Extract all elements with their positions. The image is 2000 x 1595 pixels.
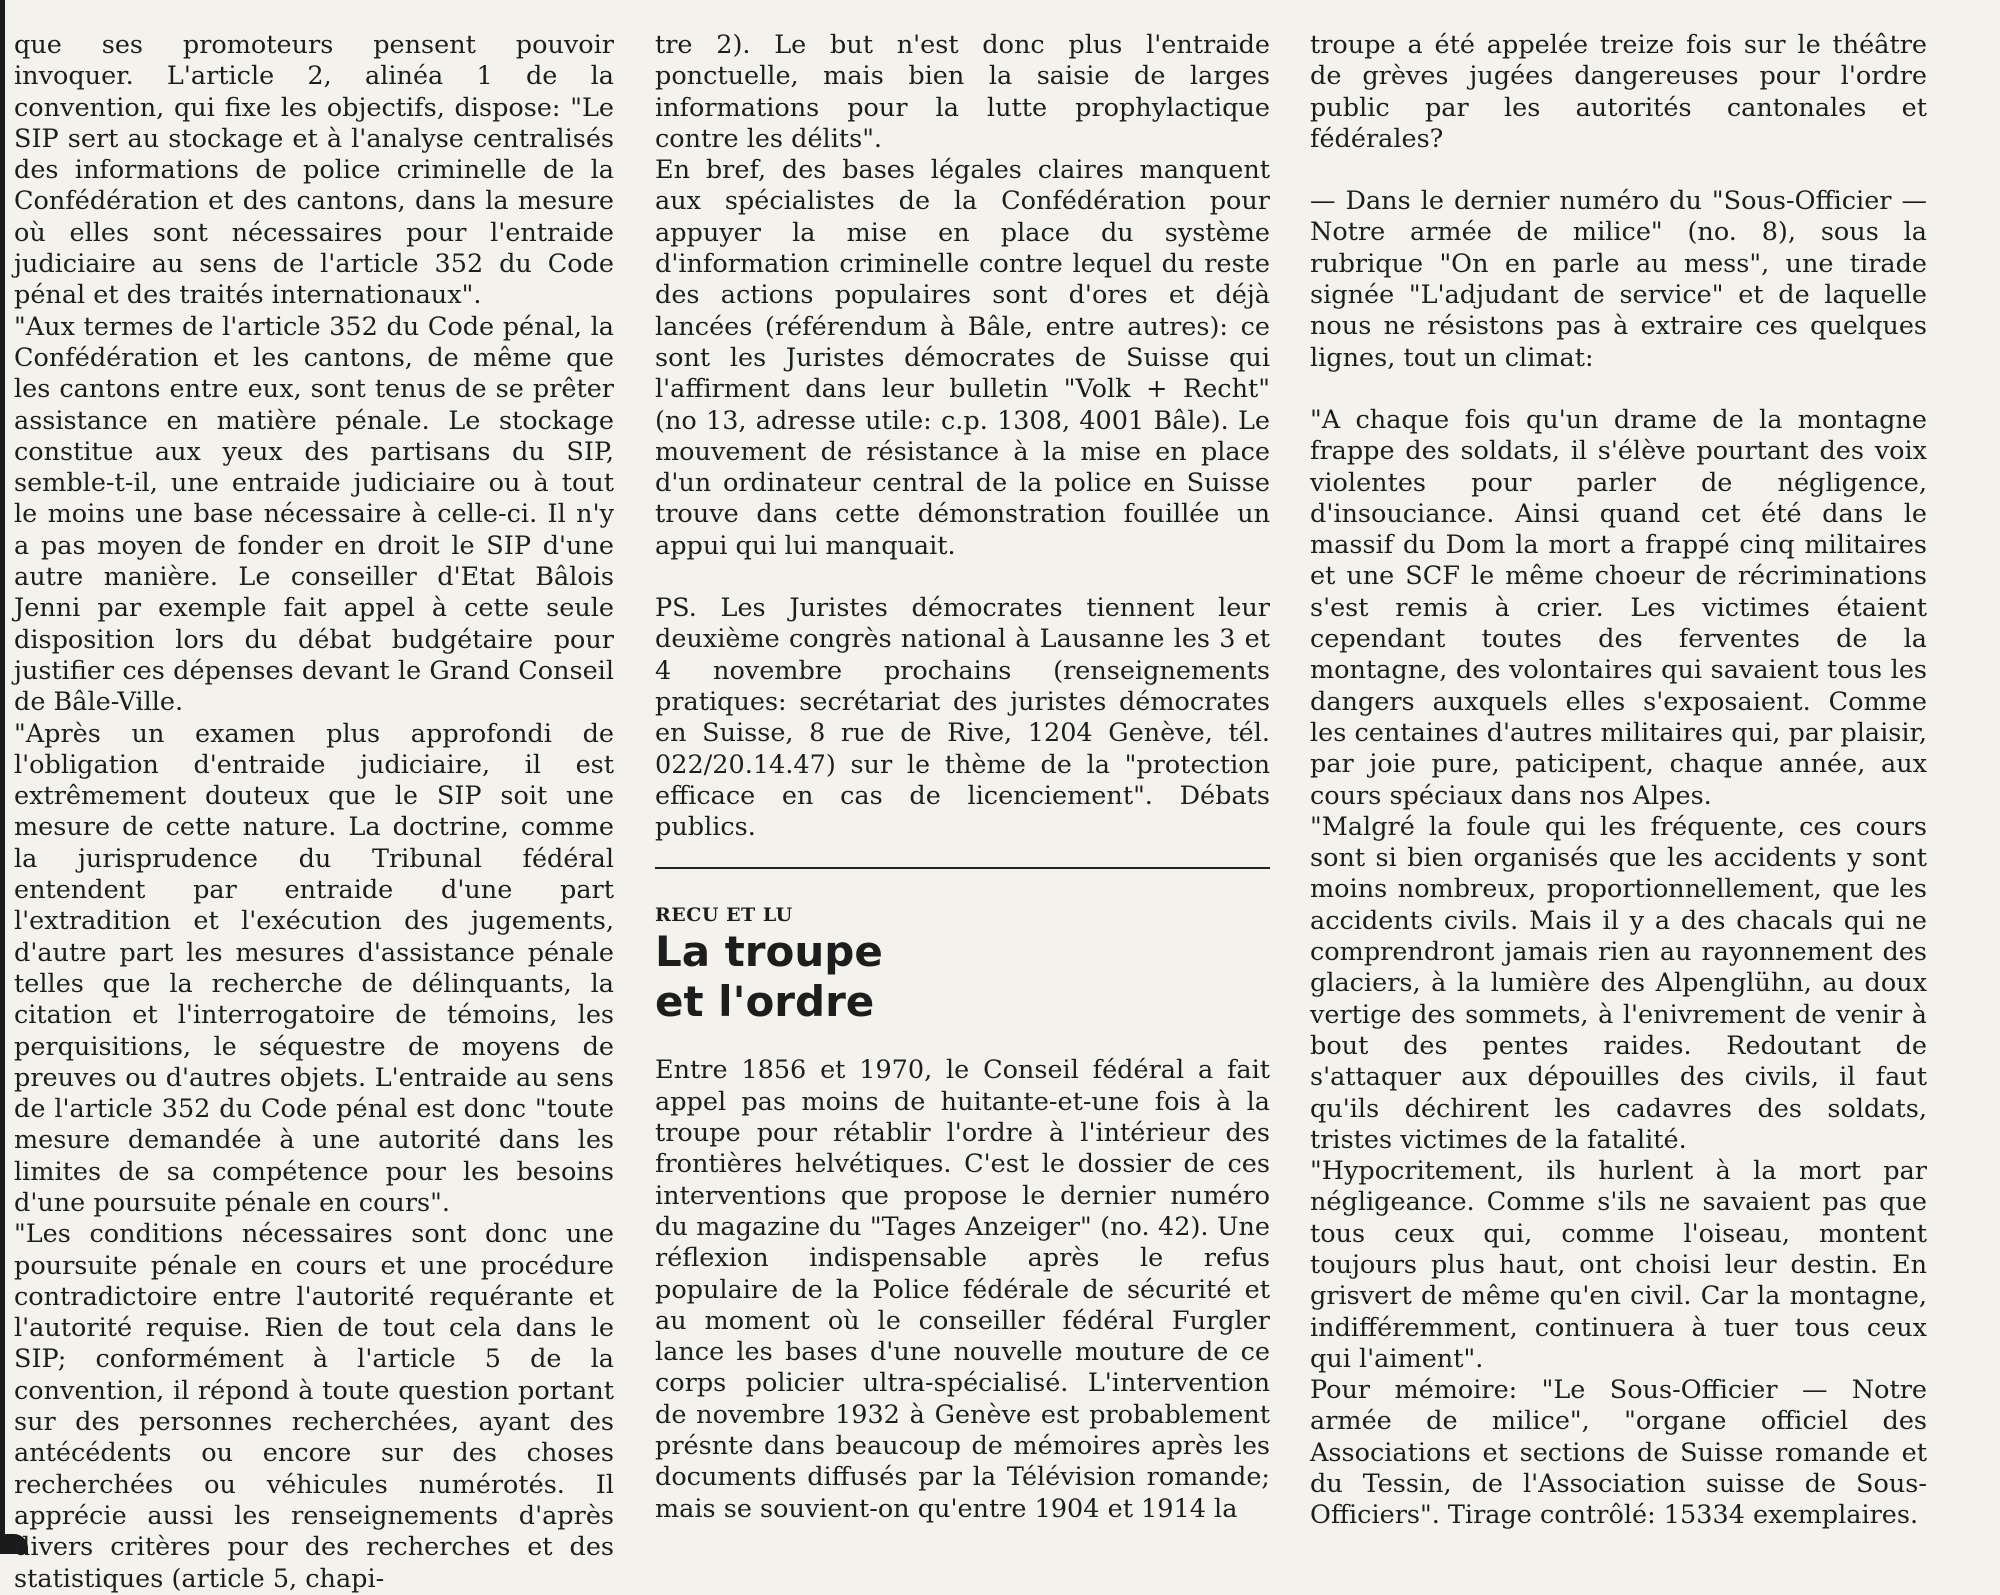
paragraph: troupe a été appelée treize fois sur le théâtre de grèves jugées dangereuses pour l'ordre public par les autorités cantonales et fédérales? — [1310, 30, 1927, 154]
article-headline — [655, 927, 1270, 1027]
paragraph: que ses promoteurs pensent pouvoir invoquer. L'article 2, alinéa 1 de la convention, qui fixe les objectifs, dispose: "Le SIP sert au stockage et à l'analyse centralisés des informations de police criminelle de la Confédération et des cantons, dans la mesure où elles sont nécessaires pour l'entraide judiciaire au sens de l'article 352 du Code pénal et des traités internationaux". — [14, 30, 614, 311]
page-edge-shadow — [0, 0, 5, 1554]
paragraph: — Dans le dernier numéro du "Sous-Officier — Notre armée de milice" (no. 8), sous la rubrique "On en parle au mess", une tirade signée "L'adjudant de service" et de laquelle nous ne résistons pas à extraire ces quelques lignes, tout un climat: — [1310, 186, 1927, 373]
section-kicker: RECU ET LU — [655, 904, 793, 927]
spacer — [1310, 155, 1927, 186]
paragraph: "Après un examen plus approfondi de l'obligation d'entraide judiciaire, il est extrêmement douteux que le SIP soit une mesure de cette nature. La doctrine, comme la jurisprudence du Tribunal fédéral entendent par entraide d'une part l'extradition et l'exécution des jugements, d'autre part les mesures d'assistance pénale telles que la recherche de délinquants, la citation et l'interrogatoire de témoins, les perquisitions, le séquestre de moyens de preuves ou d'autres objets. L'entraide au sens de l'article 352 du Code pénal est donc "toute mesure demandée à une autorité dans les limites de sa compétence pour les besoins d'une poursuite pénale en cours". — [14, 718, 614, 1218]
paragraph: En bref, des bases légales claires manquent aux spécialistes de la Confédération pour appuyer la mise en place du système d'information criminelle contre lequel du reste des actions populaires sont d'ores et déjà lancées (référendum à Bâle, entre autres): ce sont les Juristes démocrates de Suisse qui l'affirment dans leur bulletin "Volk + Recht" (no 13, adresse utile: c.p. 1308, 4001 Bâle). Le mouvement de résistance à la mise en place d'un ordinateur central de la police en Suisse trouve dans cette démonstration fouillée un appui qui lui manquait. — [655, 155, 1270, 561]
column-right — [1310, 30, 1927, 1532]
spacer — [1310, 374, 1927, 405]
quote-paragraph: "Hypocritement, ils hurlent à la mort par négligeance. Comme s'ils ne savaient pas que tous ceux qui, comme l'oiseau, montent toujours plus haut, ont choisi leur destin. En grisvert de même qu'en civil. Car la montagne, indifféremment, continuera à tuer tous ceux qui l'aiment". — [1310, 1156, 1927, 1374]
quote-paragraph: "Malgré la foule qui les fréquente, ces cours sont si bien organisés que les accidents y sont moins nombreux, proportionnellement, que les accidents civils. Mais il y a des chacals qui ne comprendront jamais rien au rayonnement des glaciers, à la lumière des Alpenglühn, au doux vertige des sommets, à l'enivrement de venir à bout des pentes raides. Redoutant de s'attaquer aux dépouilles des civils, il faut qu'ils déchirent les cadavres des soldats, tristes victimes de la fatalité. — [1310, 811, 1927, 1155]
spacer — [655, 562, 1270, 593]
article-body: Entre 1856 et 1970, le Conseil fédéral a fait appel pas moins de huitante-et-une fois à la troupe pour rétablir l'ordre à l'intérieur des frontières helvétiques. C'est le dossier de ces interventions que propose le dernier numéro du magazine du "Tages Anzeiger" (no. 42). Une réflexion indispensable après le refus populaire de la Police fédérale de sécurité et au moment où le conseiller fédéral Furgler lance les bases d'une nouvelle mouture de ce corps policier ultra-spécialisé. L'intervention de novembre 1932 à Genève est probablement présnte dans beaucoup de mémoires après les documents diffusés par la Télévision romande; mais se souvient-on qu'entre 1904 et 1914 la — [655, 1055, 1270, 1524]
column-middle — [655, 30, 1270, 1525]
column-left — [14, 30, 614, 1595]
headline-line-1: La troupe — [655, 927, 883, 977]
paragraph: "Aux termes de l'article 352 du Code pénal, la Confédération et les cantons, de même que les cantons entre eux, sont tenus de se prêter assistance en matière pénale. Le stockage constitue aux yeux des partisans du SIP, semble-t-il, une entraide judiciaire ou à tout le moins une base nécessaire à celle-ci. Il n'y a pas moyen de fonder en droit le SIP d'une autre manière. Le conseiller d'Etat Bâlois Jenni par exemple fait appel à cette seule disposition lors du débat budgétaire pour justifier ces dépenses devant le Grand Conseil de Bâle-Ville. — [14, 311, 614, 718]
paragraph: tre 2). Le but n'est donc plus l'entraide ponctuelle, mais bien la saisie de larges informations pour la lutte prophylactique contre les délits". — [655, 30, 1270, 154]
section-divider — [655, 867, 1270, 869]
headline-line-2: et l'ordre — [655, 977, 875, 1027]
quote-paragraph: "A chaque fois qu'un drame de la montagne frappe des soldats, il s'élève pourtant des voix violentes pour parler de négligence, d'insouciance. Ainsi quand cet été dans le massif du Dom la mort a frappé cinq militaires et une SCF le même choeur de récriminations s'est remis à crier. Les victimes étaient cependant toutes des ferventes de la montagne, des volontaires qui savaient tous les dangers auxquels elles s'exposaient. Comme les centaines d'autres militaires qui, par plaisir, par joie pure, paticipent, chaque année, aux cours spéciaux dans nos Alpes. — [1310, 404, 1927, 811]
paragraph: "Les conditions nécessaires sont donc une poursuite pénale en cours et une procédure contradictoire entre l'autorité requérante et l'autorité requise. Rien de tout cela dans le SIP; conformément à l'article 5 de la convention, il répond à toute question portant sur des personnes recherchées, ayant des antécédents ou encore sur des choses recherchées ou véhicules numérotés. Il apprécie aussi les renseignements d'après divers critères pour des recherches et des statistiques (article 5, chapi- — [14, 1219, 614, 1594]
closing-note: Pour mémoire: "Le Sous-Officier — Notre armée de milice", "organe officiel des Associations et sections de Suisse romande et du Tessin, de l'Association suisse de Sous-Officiers". Tirage contrôlé: 15334 exemplaires. — [1310, 1375, 1927, 1531]
postscript: PS. Les Juristes démocrates tiennent leur deuxième congrès national à Lausanne les 3 et 4 novembre prochains (renseignements pratiques: secrétariat des juristes démocrates en Suisse, 8 rue de Rive, 1204 Genève, tél. 022/20.14.47) sur le thème de la "protection efficace en cas de licenciement". Débats publics. — [655, 593, 1270, 843]
